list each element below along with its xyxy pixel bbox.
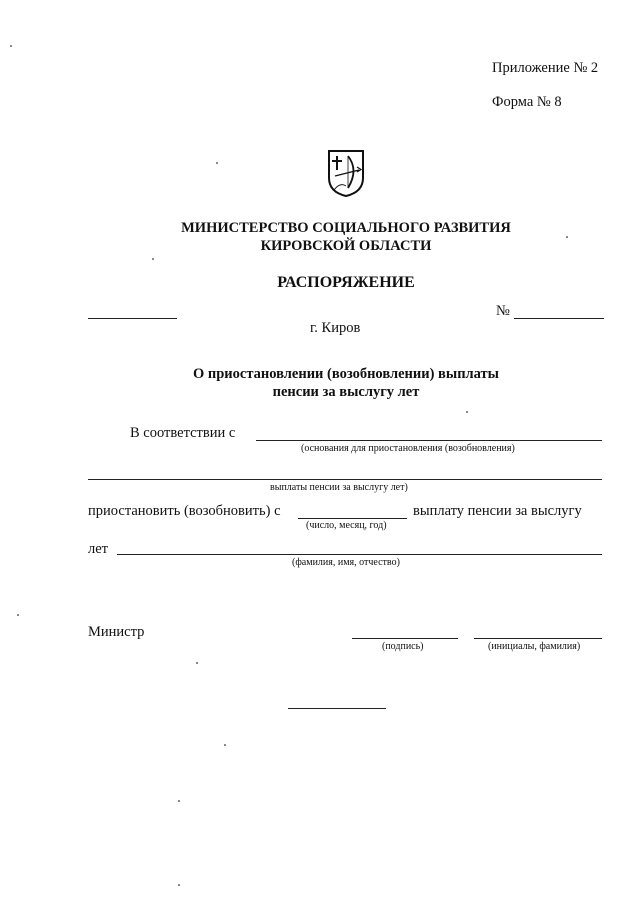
years-text: лет — [88, 541, 109, 557]
scan-speck — [178, 800, 180, 802]
scan-speck — [152, 258, 154, 260]
document-type-title: РАСПОРЯЖЕНИЕ — [277, 274, 415, 291]
ministry-name-line1: МИНИСТЕРСТВО СОЦИАЛЬНОГО РАЗВИТИЯ — [181, 220, 511, 236]
scan-speck — [196, 662, 198, 664]
signatory-title: Министр — [88, 624, 145, 640]
appendix-label: Приложение № 2 — [492, 60, 599, 76]
scan-speck — [17, 614, 19, 616]
subject-line1: О приостановлении (возобновлении) выплаты — [192, 366, 500, 382]
form-number-label: Форма № 8 — [492, 94, 562, 110]
date-line — [88, 318, 177, 319]
scan-speck — [10, 45, 12, 47]
signature-line — [352, 638, 458, 639]
number-sign: № — [496, 303, 510, 319]
signature-caption: (подпись) — [382, 641, 424, 652]
coat-of-arms-icon — [326, 148, 366, 198]
date-caption: (число, месяц, год) — [306, 520, 387, 531]
suspend-resume-text: приостановить (возобновить) с — [88, 503, 281, 519]
basis-intro: В соответствии с — [130, 425, 236, 441]
name-caption: (фамилия, имя, отчество) — [292, 557, 400, 568]
ministry-name-line2: КИРОВСКОЙ ОБЛАСТИ — [260, 238, 432, 254]
basis-field-line — [256, 440, 602, 441]
basis-caption: (основания для приостановления (возобновления) — [301, 443, 515, 454]
bottom-separator — [288, 708, 386, 709]
basis-continuation-line — [88, 479, 602, 480]
scan-speck — [224, 744, 226, 746]
payment-text: выплату пенсии за выслугу — [413, 503, 582, 519]
city-label: г. Киров — [310, 320, 361, 336]
payment-caption: выплаты пенсии за выслугу лет) — [270, 482, 408, 493]
subject-line2: пенсии за выслугу лет — [272, 384, 420, 400]
scan-speck — [466, 411, 468, 413]
initials-line — [474, 638, 602, 639]
initials-caption: (инициалы, фамилия) — [488, 641, 581, 652]
scan-speck — [178, 884, 180, 886]
date-field-line — [298, 518, 407, 519]
scan-speck — [216, 162, 218, 164]
scan-speck — [566, 236, 568, 238]
name-field-line — [117, 554, 602, 555]
number-line — [514, 318, 604, 319]
